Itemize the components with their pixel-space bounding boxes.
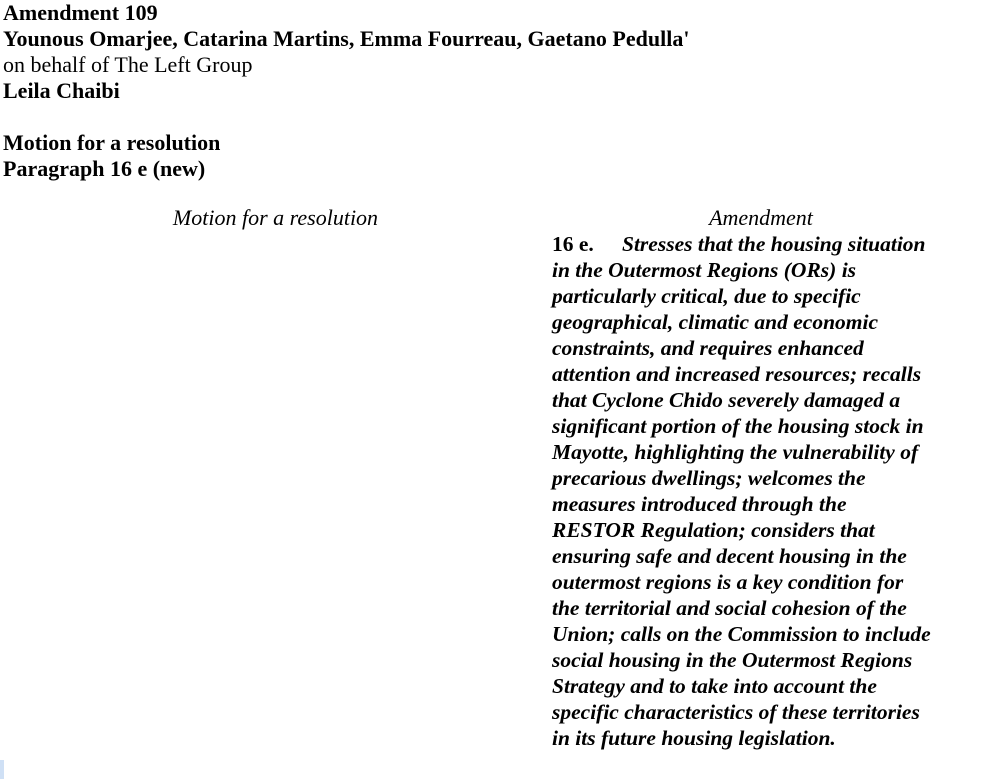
- amendment-text-line: in the Outermost Regions (ORs) is: [552, 258, 857, 282]
- amendment-text-line: particularly critical, due to specific: [552, 284, 861, 308]
- additional-author: Leila Chaibi: [3, 78, 120, 103]
- amendment-text-line: measures introduced through the: [552, 492, 847, 516]
- amendment-text-line: that Cyclone Chido severely damaged a: [552, 388, 901, 412]
- paragraph-reference: Paragraph 16 e (new): [3, 156, 206, 181]
- amendment-text-line: constraints, and requires enhanced: [552, 336, 864, 360]
- right-column-heading: Amendment: [709, 205, 813, 230]
- document-type: Motion for a resolution: [3, 130, 221, 155]
- amendment-text-line: significant portion of the housing stock in: [552, 414, 924, 438]
- authors: Younous Omarjee, Catarina Martins, Emma Fourreau, Gaetano Pedulla': [3, 26, 690, 51]
- paragraph-number: 16 e.: [552, 232, 594, 256]
- amendment-text-line: RESTOR Regulation; considers that: [552, 518, 875, 542]
- amendment-text-line: Strategy and to take into account the: [552, 674, 877, 698]
- amendment-text-line-content: Stresses that the housing situation: [622, 232, 926, 256]
- amendment-text-line: attention and increased resources; recalls: [552, 362, 922, 386]
- amendment-text-line: Mayotte, highlighting the vulnerability of: [552, 440, 919, 464]
- on-behalf-of: on behalf of The Left Group: [3, 52, 253, 77]
- amendment-text-line: [552, 231, 972, 257]
- amendment-text-line: Union; calls on the Commission to include: [552, 622, 931, 646]
- left-column-heading: Motion for a resolution: [172, 205, 379, 230]
- amendment-text-line: specific characteristics of these territories: [552, 700, 920, 724]
- amendment-text-line: the territorial and social cohesion of the: [552, 596, 907, 620]
- amendment-text-line: in its future housing legislation.: [552, 726, 836, 750]
- amendment-title: Amendment 109: [3, 0, 158, 25]
- amendment-text-line: outermost regions is a key condition for: [552, 570, 904, 594]
- amendment-text: [552, 231, 972, 751]
- amendment-text-line: social housing in the Outermost Regions: [552, 648, 913, 672]
- amendment-text-line: geographical, climatic and economic: [552, 310, 879, 334]
- amendment-header: [3, 0, 689, 182]
- amendment-text-line: precarious dwellings; welcomes the: [552, 466, 866, 490]
- amendment-text-line: ensuring safe and decent housing in the: [552, 544, 907, 568]
- spacer: [3, 104, 689, 130]
- selection-marker: [0, 760, 4, 779]
